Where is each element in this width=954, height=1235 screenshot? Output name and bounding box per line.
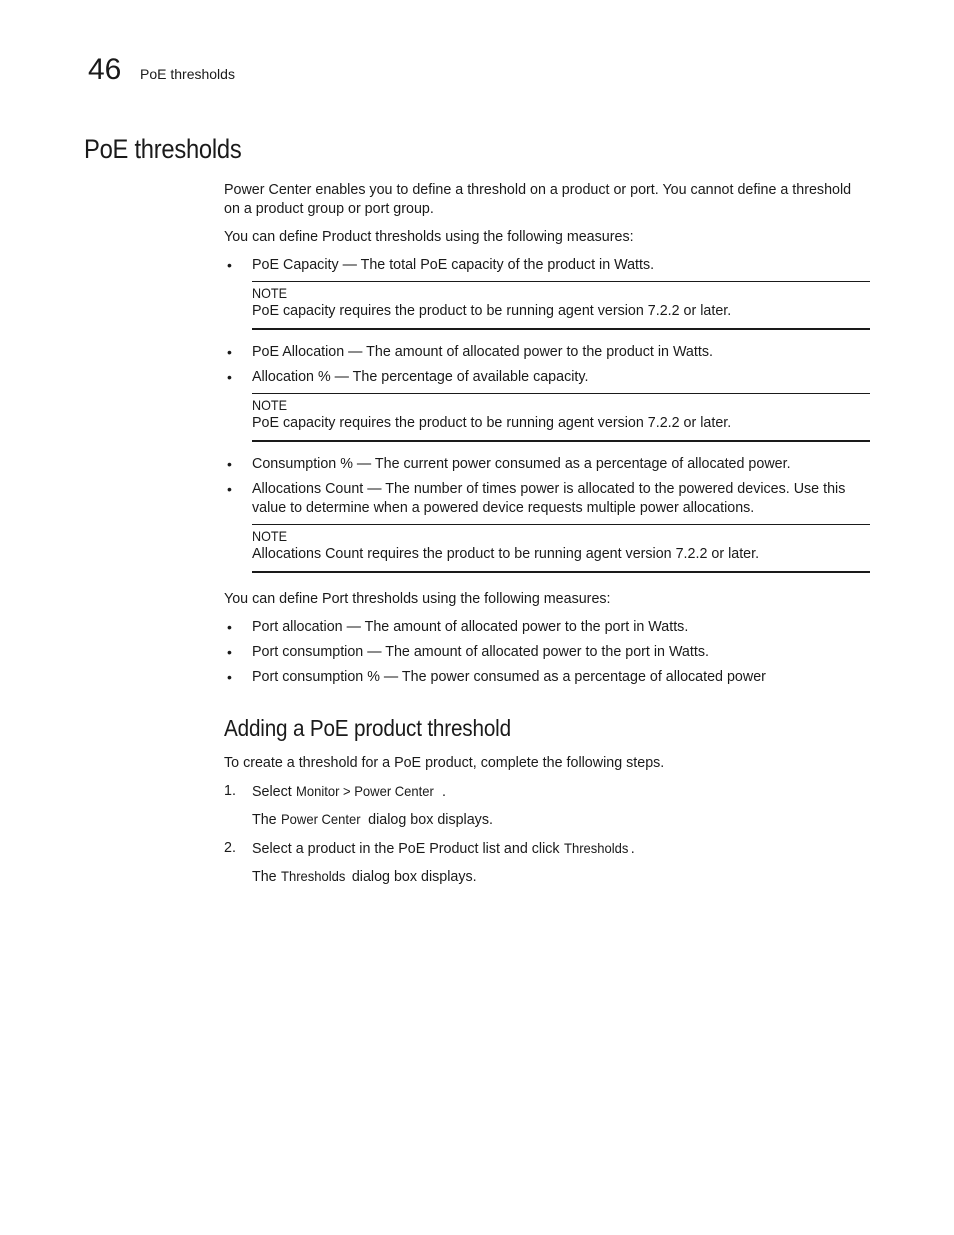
note-text: PoE capacity requires the product to be running agent version 7.2.2 or later.: [252, 303, 732, 319]
note-label: NOTE: [252, 528, 288, 544]
result-text: The: [252, 812, 281, 828]
note-box: [252, 524, 870, 573]
step-item: [224, 839, 870, 859]
port-intro: You can define Port thresholds using the following measures:: [224, 591, 611, 607]
list-item: [224, 455, 870, 474]
section-intro: To create a threshold for a PoE product, complete the following steps.: [224, 755, 665, 771]
bullet-icon: •: [227, 456, 232, 472]
step-number: 1.: [224, 783, 236, 799]
main-content: [224, 181, 870, 896]
bullet-icon: •: [227, 257, 232, 273]
step-text: Select: [252, 784, 296, 800]
note-box: [252, 393, 870, 442]
bullet-icon: •: [227, 669, 232, 685]
list-item: [224, 256, 870, 275]
ui-element-name: Monitor > Power Center: [295, 783, 434, 799]
page-title: PoE thresholds: [84, 134, 242, 164]
note-text: PoE capacity requires the product to be running agent version 7.2.2 or later.: [252, 415, 732, 431]
section-heading: Adding a PoE product threshold: [224, 715, 511, 741]
step-item: [224, 782, 870, 802]
result-text: The: [252, 869, 281, 885]
list-item-text: PoE Capacity — The total PoE capacity of the product in Watts.: [252, 257, 655, 273]
list-item-text: Port consumption — The amount of allocated power to the port in Watts.: [252, 644, 709, 660]
note-box: [252, 281, 870, 330]
list-item-text: Port allocation — The amount of allocated power to the port in Watts.: [252, 619, 689, 635]
step-text: Select a product in the PoE Product list and click: [252, 841, 564, 857]
list-item-text: PoE Allocation — The amount of allocated power to the product in Watts.: [252, 344, 713, 360]
note-label: NOTE: [252, 285, 288, 301]
list-item: [224, 643, 870, 662]
bullet-icon: •: [227, 344, 232, 360]
list-item-text: Port consumption % — The power consumed as a percentage of allocated power: [252, 669, 766, 685]
bullet-icon: •: [227, 644, 232, 660]
ui-element-name: Thresholds: [563, 840, 628, 856]
intro-paragraph: Power Center enables you to define a threshold on a product or port. You cannot define a threshold on a product group or port group.: [224, 182, 852, 217]
note-label: NOTE: [252, 397, 288, 413]
list-item-text: Allocations Count — The number of times power is allocated to the powered devices. Use this value to determine when a powered device requests multiple power allocations.: [252, 481, 846, 516]
chapter-title: PoE thresholds: [140, 66, 235, 82]
step-result: [224, 810, 870, 830]
list-item: [224, 618, 870, 637]
step-number: 2.: [224, 840, 236, 856]
list-item: [224, 343, 870, 362]
result-text: dialog box displays.: [364, 812, 493, 828]
step-text: .: [441, 784, 446, 800]
list-item-text: Consumption % — The current power consumed as a percentage of allocated power.: [252, 456, 791, 472]
note-text: Allocations Count requires the product to be running agent version 7.2.2 or later.: [252, 546, 760, 562]
result-text: dialog box displays.: [347, 869, 477, 885]
bullet-icon: •: [227, 369, 232, 385]
chapter-number: 46: [88, 53, 122, 86]
list-item: [224, 668, 870, 687]
bullet-icon: •: [227, 619, 232, 635]
step-result: [224, 867, 870, 887]
list-item-text: Allocation % — The percentage of available capacity.: [252, 369, 589, 385]
step-text: .: [630, 841, 635, 857]
bullet-icon: •: [227, 481, 232, 497]
intro-paragraph: You can define Product thresholds using the following measures:: [224, 229, 634, 245]
ui-element-name: Power Center: [280, 811, 361, 827]
ui-element-name: Thresholds: [280, 868, 346, 884]
list-item: [224, 480, 870, 518]
list-item: [224, 368, 870, 387]
